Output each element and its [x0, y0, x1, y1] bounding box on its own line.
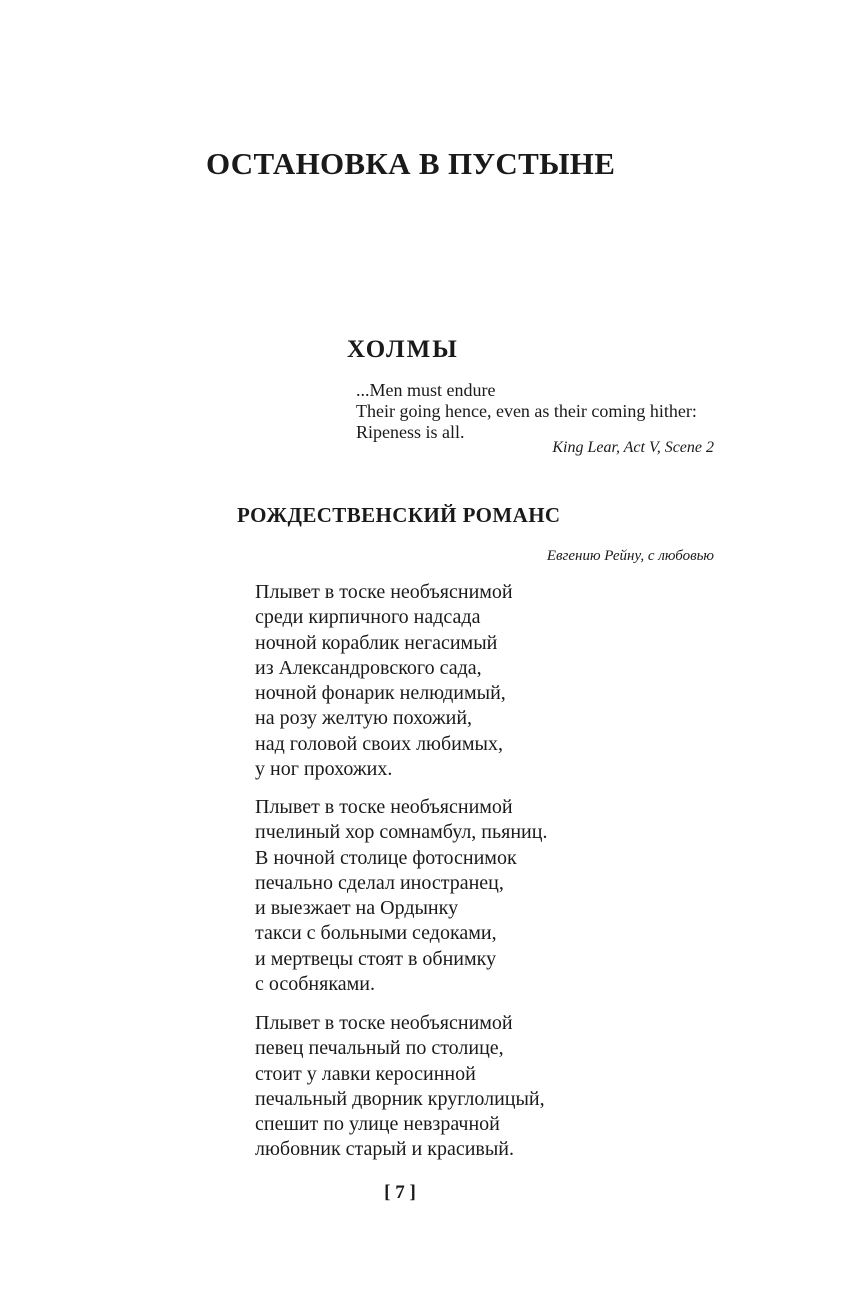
stanza-1 — [255, 580, 513, 782]
poem-line: спешит по улице невзрачной — [255, 1113, 500, 1136]
poem-line: певец печальный по столице, — [255, 1037, 504, 1060]
poem-line: и мертвецы стоят в обнимку — [255, 947, 497, 970]
poem-title: РОЖДЕСТВЕНСКИЙ РОМАНС — [237, 503, 561, 527]
poem-line: В ночной столице фотоснимок — [255, 846, 517, 869]
poem-line: пчелиный хор сомнамбул, пьяниц. — [255, 821, 548, 844]
poem-dedication: Евгению Рейну, с любовью — [546, 548, 714, 564]
page-number: [ 7 ] — [384, 1182, 416, 1203]
poem-line: такси с больными седоками, — [255, 922, 497, 945]
section-title: ОСТАНОВКА В ПУСТЫНЕ — [206, 146, 616, 181]
epigraph-line: Ripeness is all. — [356, 422, 465, 442]
poem-line: любовник старый и красивый. — [255, 1138, 515, 1161]
poem-line: из Александровского сада, — [255, 656, 482, 679]
poem-line: Плывет в тоске необъяснимой — [255, 1012, 513, 1034]
poem-line: Плывет в тоске необъяснимой — [255, 581, 513, 603]
poem-line: над головой своих любимых, — [255, 732, 503, 755]
poem-line: печальный дворник круглолицый, — [255, 1087, 545, 1110]
poem-line: ночной фонарик нелюдимый, — [255, 682, 506, 705]
stanza-3 — [255, 1011, 545, 1163]
stanza-2 — [255, 795, 547, 997]
epigraph-line: Their going hence, even as their coming hither: — [356, 401, 697, 421]
poem-line: у ног прохожих. — [255, 758, 393, 781]
poem-line: печально сделал иностранец, — [255, 871, 504, 894]
poem-line: среди кирпичного надсада — [255, 606, 481, 629]
poem-line: на розу желтую похожий, — [255, 707, 473, 730]
poem-line: с особняками. — [255, 973, 375, 996]
poem-line: и выезжает на Ордынку — [255, 897, 459, 920]
epigraph-line: ...Men must endure — [356, 380, 496, 400]
part-title: ХОЛМЫ — [347, 336, 459, 363]
epigraph — [356, 380, 720, 458]
poem-line: стоит у лавки керосинной — [255, 1062, 476, 1085]
poem-line: ночной кораблик негасимый — [255, 631, 498, 654]
poem-line: Плывет в тоске необъяснимой — [255, 796, 513, 818]
epigraph-source: King Lear, Act V, Scene 2 — [552, 439, 714, 456]
